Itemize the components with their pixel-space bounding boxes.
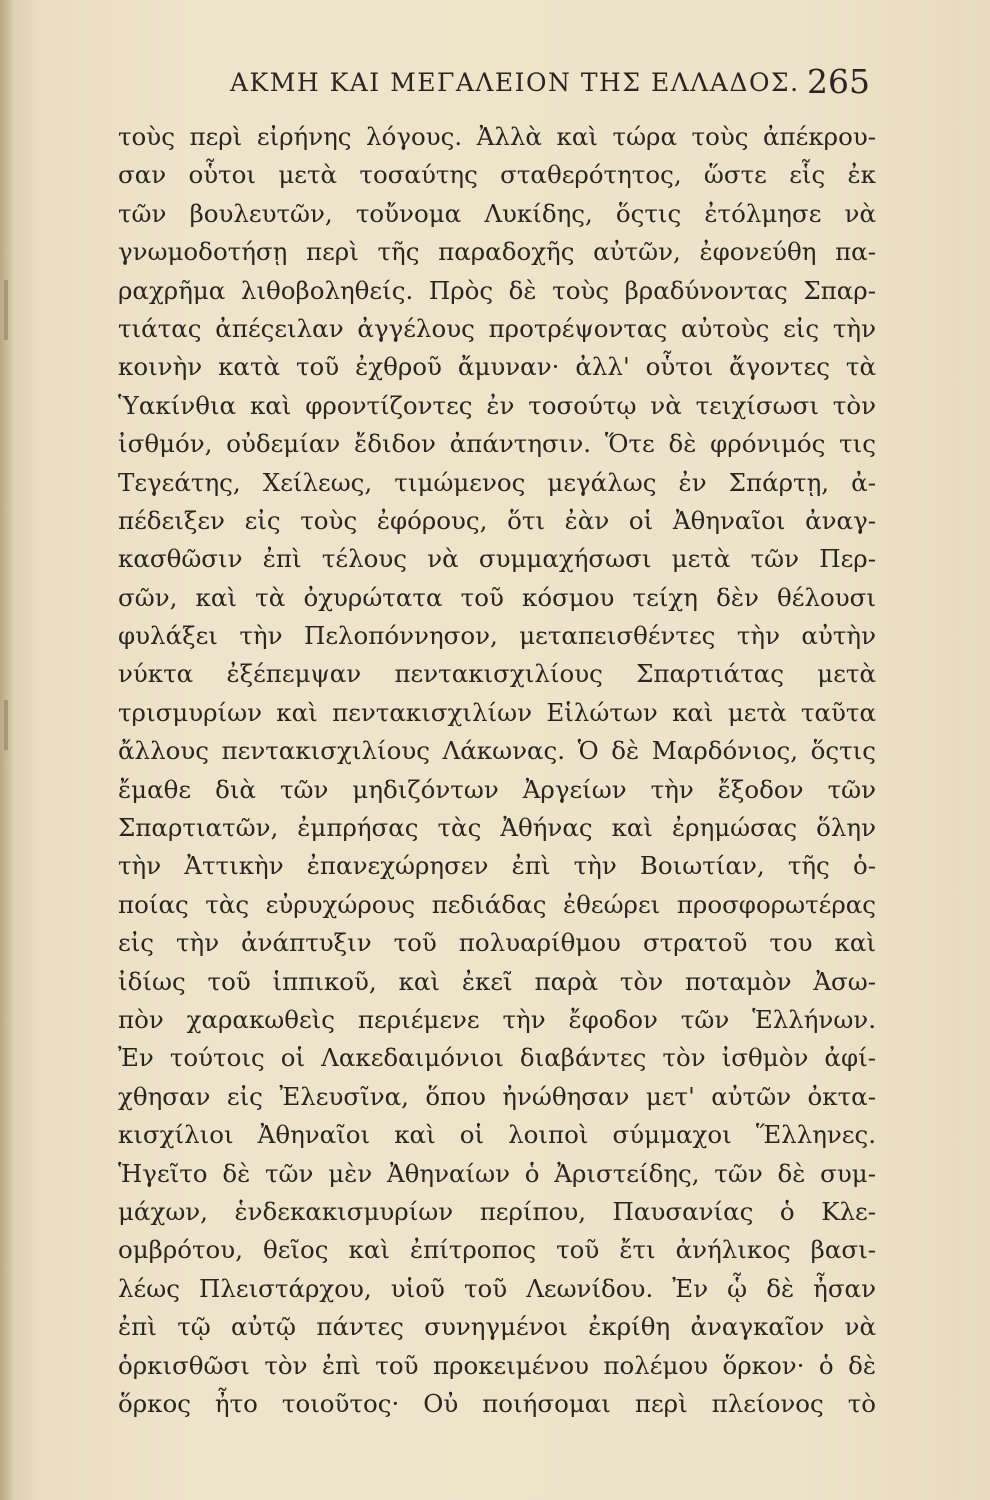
- text-line: κασθῶσιν ἐπὶ τέλους νὰ συμμαχήσωσι μετὰ τῶν Περ-: [118, 544, 876, 574]
- body-text: [118, 118, 876, 1423]
- text-line: χθησαν εἰς Ἐλευσῖνα, ὅπου ἠνώθησαν μετ' αὐτῶν ὀκτα-: [118, 1081, 876, 1111]
- text-line: λέως Πλειστάρχου, υἱοῦ τοῦ Λεωνίδου. Ἐν ᾧ δὲ ἦσαν: [118, 1273, 876, 1303]
- text-line: φυλάξει τὴν Πελοπόννησον, μεταπεισθέντες τὴν αὐτὴν: [118, 621, 876, 651]
- margin-mark: [4, 700, 8, 750]
- text-line: σῶν, καὶ τὰ ὀχυρώτατα τοῦ κόσμου τείχη δὲν θέλουσι: [118, 582, 876, 612]
- text-line: κισχίλιοι Ἀθηναῖοι καὶ οἱ λοιποὶ σύμμαχοι Ἕλληνες.: [118, 1120, 876, 1150]
- text-line: τρισμυρίων καὶ πεντακισχιλίων Εἱλώτων καὶ μετὰ ταῦτα: [118, 697, 876, 727]
- text-line: πέδειξεν εἰς τοὺς ἐφόρους, ὅτι ἐὰν οἱ Ἀθηναῖοι ἀναγ-: [118, 505, 876, 535]
- text-line: ραχρῆμα λιθοβοληθείς. Πρὸς δὲ τοὺς βραδύνοντας Σπαρ-: [118, 275, 876, 305]
- text-line: γνωμοδοτήσῃ περὶ τῆς παραδοχῆς αὐτῶν, ἐφονεύθη πα-: [118, 237, 876, 267]
- text-line: τοὺς περὶ εἰρήνης λόγους. Ἀλλὰ καὶ τώρα τοὺς ἀπέκρου-: [118, 122, 876, 151]
- text-line: ἔμαθε διὰ τῶν μηδιζόντων Ἀργείων τὴν ἔξοδον τῶν: [118, 774, 876, 804]
- text-line: τῶν βουλευτῶν, τοὔνομα Λυκίδης, ὅςτις ἐτόλμησε νὰ: [118, 198, 876, 228]
- running-title: ΑΚΜΗ ΚΑΙ ΜΕΓΑΛΕΙΟΝ ΤΗΣ ΕΛΛΑΔΟΣ.: [230, 68, 800, 97]
- text-line: ομβρότου, θεῖος καὶ ἐπίτροπος τοῦ ἔτι ἀνήλικος βασι-: [118, 1235, 876, 1265]
- text-line: εἰς τὴν ἀνάπτυξιν τοῦ πολυαρίθμου στρατοῦ του καὶ: [118, 928, 876, 958]
- text-line: ἰδίως τοῦ ἱππικοῦ, καὶ ἐκεῖ παρὰ τὸν ποταμὸν Ἀσω-: [118, 966, 876, 996]
- text-line: τιάτας ἀπέςειλαν ἀγγέλους προτρέψοντας αὐτοὺς εἰς τὴν: [118, 313, 876, 343]
- page-header: [230, 62, 870, 102]
- text-line: κοινὴν κατὰ τοῦ ἐχθροῦ ἄμυναν· ἀλλ' οὗτοι ἄγοντες τὰ: [118, 352, 876, 382]
- gutter-shadow: [0, 0, 14, 1500]
- text-line: νύκτα ἐξέπεμψαν πεντακισχιλίους Σπαρτιάτας μετὰ: [118, 659, 876, 689]
- text-line: πὸν χαρακωθεὶς περιέμενε τὴν ἔφοδον τῶν Ἑλλήνων.: [118, 1004, 876, 1034]
- text-line: ἄλλους πεντακισχιλίους Λάκωνας. Ὁ δὲ Μαρδόνιος, ὅςτις: [118, 736, 876, 766]
- text-line: Σπαρτιατῶν, ἐμπρήσας τὰς Ἀθήνας καὶ ἐρημώσας ὅλην: [118, 813, 876, 843]
- text-line: Ἐν τούτοις οἱ Λακεδαιμόνιοι διαβάντες τὸν ἰσθμὸν ἀφί-: [118, 1043, 876, 1073]
- text-line: Ὑακίνθια καὶ φροντίζοντες ἐν τοσούτῳ νὰ τειχίσωσι τὸν: [118, 390, 876, 420]
- text-line: ποίας τὰς εὐρυχώρους πεδιάδας ἐθεώρει προσφορωτέρας: [118, 889, 876, 919]
- text-line: ὁρκισθῶσι τὸν ἐπὶ τοῦ προκειμένου πολέμου ὅρκον· ὁ δὲ: [118, 1350, 876, 1380]
- text-line: ἰσθμόν, οὐδεμίαν ἔδιδον ἀπάντησιν. Ὅτε δὲ φρόνιμός τις: [118, 429, 876, 459]
- text-line: Ἡγεῖτο δὲ τῶν μὲν Ἀθηναίων ὁ Ἀριστείδης, τῶν δὲ συμ-: [118, 1158, 876, 1188]
- text-line: Τεγεάτης, Χείλεως, τιμώμενος μεγάλως ἐν Σπάρτῃ, ἀ-: [118, 467, 876, 497]
- margin-mark: [4, 280, 8, 340]
- page-number: 265: [807, 62, 870, 101]
- text-line: ὅρκος ἦτο τοιοῦτος· Οὐ ποιήσομαι περὶ πλείονος τὸ: [118, 1388, 876, 1418]
- text-line: μάχων, ἑνδεκακισμυρίων περίπου, Παυσανίας ὁ Κλε-: [118, 1196, 876, 1226]
- text-line: τὴν Ἀττικὴν ἐπανεχώρησεν ἐπὶ τὴν Βοιωτίαν, τῆς ὁ-: [118, 851, 876, 881]
- text-line: ἐπὶ τῷ αὐτῷ πάντες συνηγμένοι ἐκρίθη ἀναγκαῖον νὰ: [118, 1312, 876, 1342]
- text-line: σαν οὗτοι μετὰ τοσαύτης σταθερότητος, ὥστε εἷς ἐκ: [118, 160, 876, 190]
